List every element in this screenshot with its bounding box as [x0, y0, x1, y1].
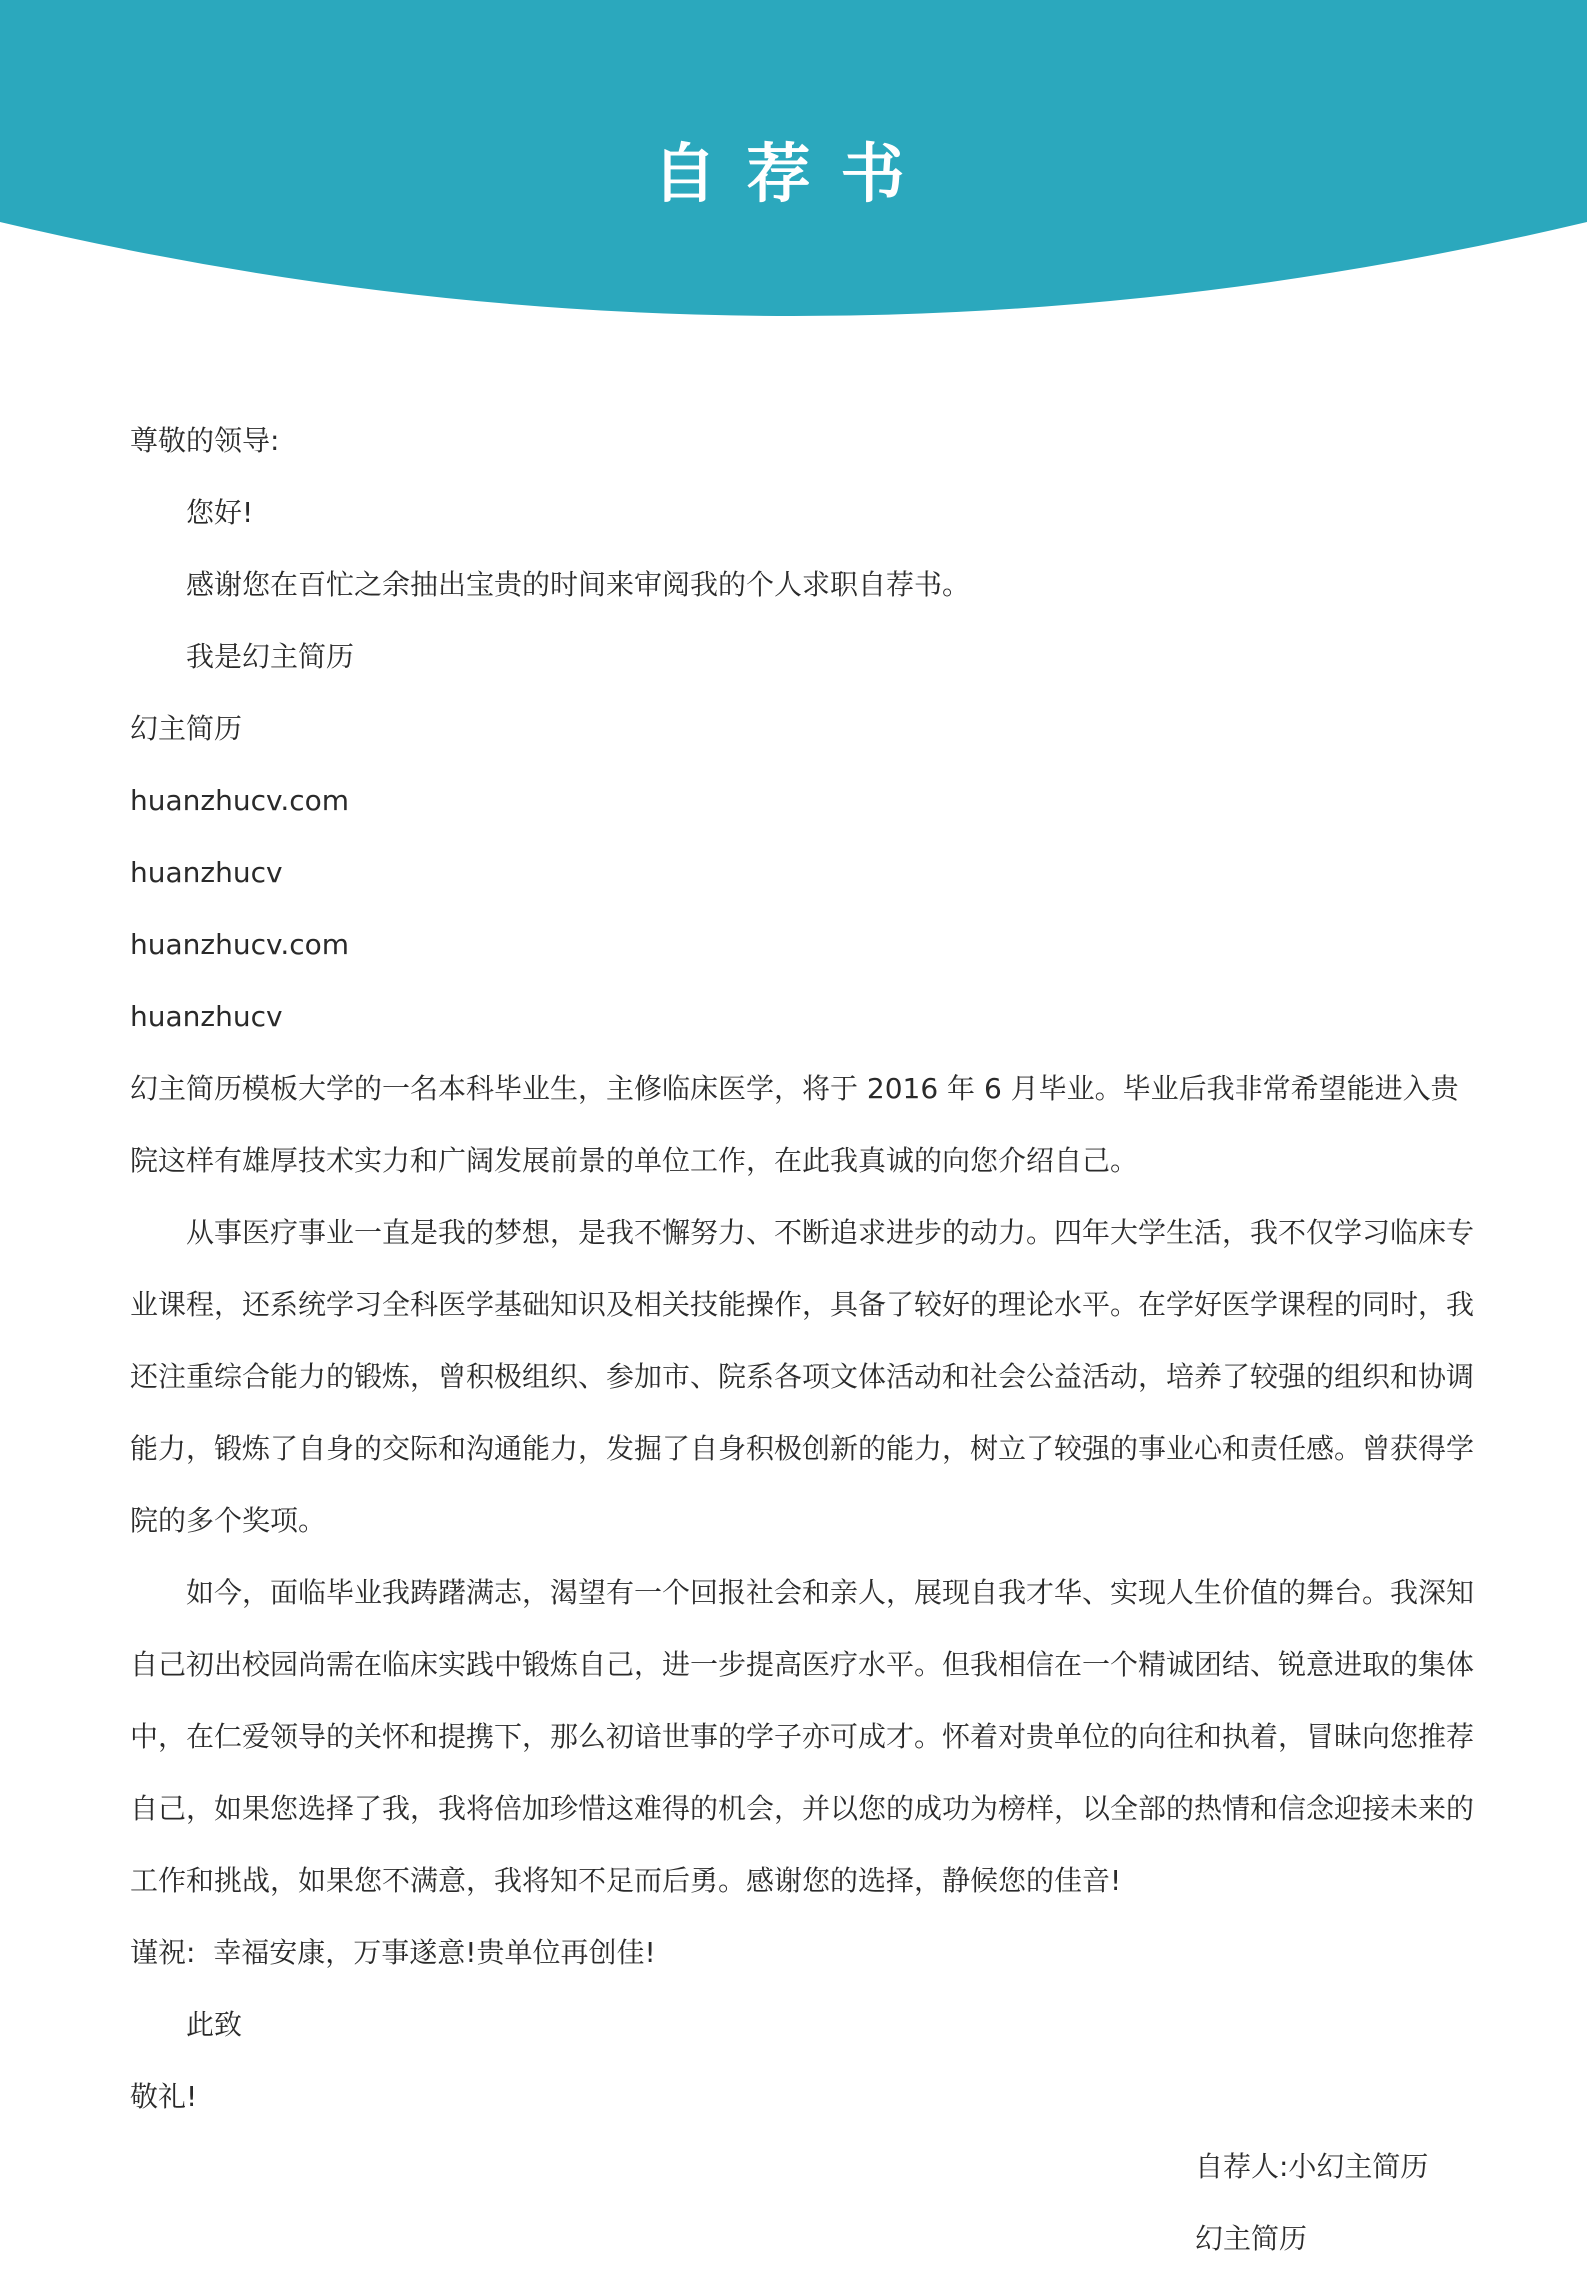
info-line: huanzhucv	[130, 856, 283, 889]
signature-name: 自荐人:小幻主简历	[1195, 2150, 1429, 2183]
closing-line: 敬礼!	[130, 2080, 198, 2113]
letter-body	[130, 405, 1485, 2133]
intro-line: 我是幻主简历	[186, 640, 355, 673]
page-title: 自荐书	[652, 138, 935, 212]
info-line: huanzhucv.com	[130, 928, 350, 961]
signature-org: 幻主简历	[1195, 2222, 1308, 2255]
signature-block	[1195, 2131, 1555, 2275]
paragraph-experience: 从事医疗事业一直是我的梦想，是我不懈努力、不断追求进步的动力。四年大学生活，我不仅学习临床专业课程，还系统学习全科医学基础知识及相关技能操作，具备了较好的理论水平。在学好医学课程的同时，我还注重综合能力的锻炼，曾积极组织、参加市、院系各项文体活动和社会公益活动，培养了较强的组织和协调能力，锻炼了自身的交际和沟通能力，发掘了自身积极创新的能力，树立了较强的事业心和责任感。曾获得学院的多个奖项。	[130, 1216, 1475, 1537]
greeting: 您好!	[186, 496, 254, 529]
thanks-line: 感谢您在百忙之余抽出宝贵的时间来审阅我的个人求职自荐书。	[186, 568, 971, 601]
header-banner	[0, 0, 1587, 330]
info-line: 幻主简历	[130, 712, 243, 745]
paragraph-aspiration: 如今，面临毕业我踌躇满志，渴望有一个回报社会和亲人，展现自我才华、实现人生价值的舞台。我深知自己初出校园尚需在临床实践中锻炼自己，进一步提高医疗水平。但我相信在一个精诚团结、锐意进取的集体中，在仁爱领导的关怀和提携下，那么初谙世事的学子亦可成才。怀着对贵单位的向往和执着，冒昧向您推荐自己，如果您选择了我，我将倍加珍惜这难得的机会，并以您的成功为榜样，以全部的热情和信念迎接未来的工作和挑战，如果您不满意，我将知不足而后勇。感谢您的选择，静候您的佳音!	[130, 1576, 1475, 1897]
salutation: 尊敬的领导:	[130, 424, 280, 457]
wishes-line: 谨祝: 幸福安康，万事遂意!贵单位再创佳!	[130, 1936, 656, 1969]
paragraph-education: 幻主简历模板大学的一名本科毕业生，主修临床医学，将于 2016 年 6 月毕业。毕业后我非常希望能进入贵院这样有雄厚技术实力和广阔发展前景的单位工作，在此我真诚的向您介绍自己。	[130, 1072, 1459, 1177]
closing-line: 此致	[186, 2008, 243, 2041]
info-line: huanzhucv	[130, 1000, 283, 1033]
info-line: huanzhucv.com	[130, 784, 350, 817]
